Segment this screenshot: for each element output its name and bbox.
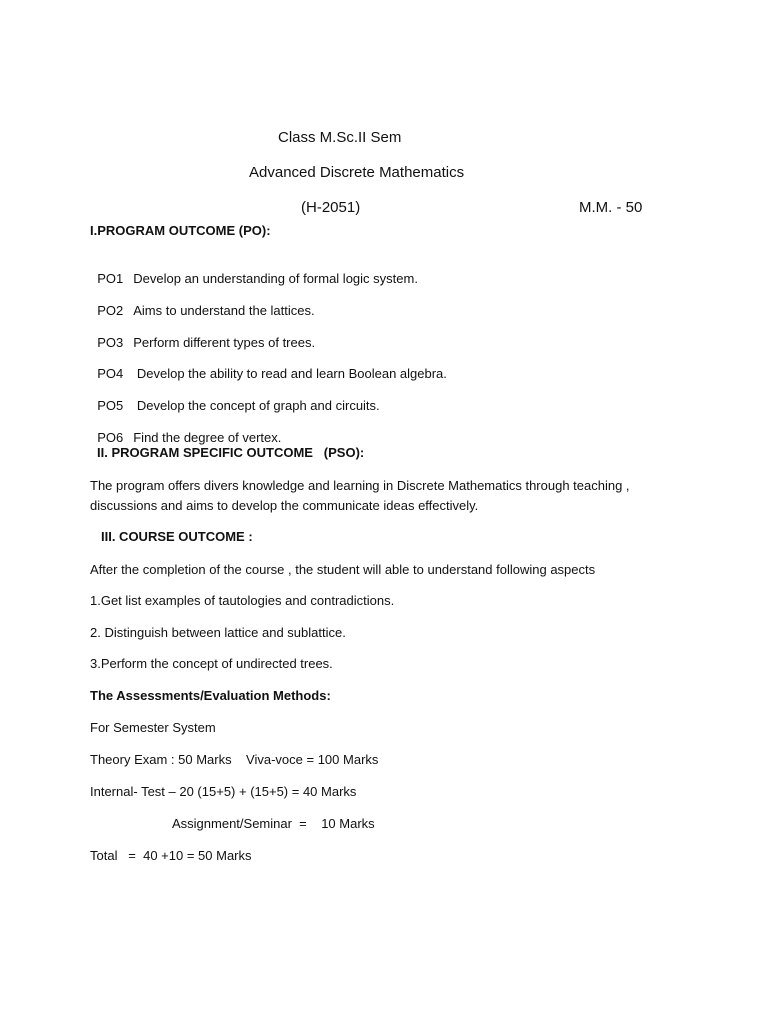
- subject-title: Advanced Discrete Mathematics: [249, 164, 465, 181]
- po-text: Develop the ability to read and learn Boolean algebra.: [133, 366, 447, 381]
- assessment-heading: The Assessments/Evaluation Methods:: [90, 688, 331, 703]
- course-code: (H-2051): [301, 199, 361, 216]
- assessment-internal: Internal- Test – 20 (15+5) + (15+5) = 40 Marks: [90, 784, 357, 799]
- co-intro: After the completion of the course , the student will able to understand following aspects: [90, 562, 596, 577]
- po-item: [90, 319, 315, 351]
- po-text: Aims to understand the lattices.: [133, 303, 315, 318]
- po-item: [90, 287, 315, 319]
- po-code: PO2: [97, 303, 124, 318]
- co-item: 1.Get list examples of tautologies and contradictions.: [90, 593, 395, 608]
- po-item: [90, 255, 418, 287]
- assessment-assignment: Assignment/Seminar = 10 Marks: [172, 816, 375, 831]
- class-line: Class M.Sc.II Sem: [278, 129, 402, 146]
- assessment-system: For Semester System: [90, 720, 216, 735]
- po-text: Develop the concept of graph and circuits.: [133, 398, 380, 413]
- po-text: Perform different types of trees.: [133, 335, 316, 350]
- po-item: [90, 350, 447, 382]
- po-item: [90, 382, 380, 414]
- co-item: 2. Distinguish between lattice and sublattice.: [90, 625, 346, 640]
- po-code: PO3: [97, 335, 124, 350]
- po-code: PO6: [97, 430, 124, 445]
- po-heading: I.PROGRAM OUTCOME (PO):: [90, 223, 271, 238]
- po-item: [90, 414, 281, 446]
- assessment-total: Total = 40 +10 = 50 Marks: [90, 848, 252, 863]
- assessment-theory: Theory Exam : 50 Marks Viva-voce = 100 Marks: [90, 752, 379, 767]
- po-text: Find the degree of vertex.: [133, 430, 282, 445]
- co-heading: III. COURSE OUTCOME :: [101, 529, 253, 544]
- pso-text: The program offers divers knowledge and learning in Discrete Mathematics through teaching , discussions and aims to develop the communicate ideas effectively.: [90, 478, 630, 513]
- po-code: PO1: [97, 271, 124, 286]
- max-marks: M.M. - 50: [579, 199, 643, 216]
- po-code: PO4: [97, 366, 124, 381]
- co-item: 3.Perform the concept of undirected trees.: [90, 656, 333, 671]
- po-text: Develop an understanding of formal logic system.: [133, 271, 418, 286]
- po-code: PO5: [97, 398, 124, 413]
- pso-heading: II. PROGRAM SPECIFIC OUTCOME (PSO):: [97, 445, 365, 460]
